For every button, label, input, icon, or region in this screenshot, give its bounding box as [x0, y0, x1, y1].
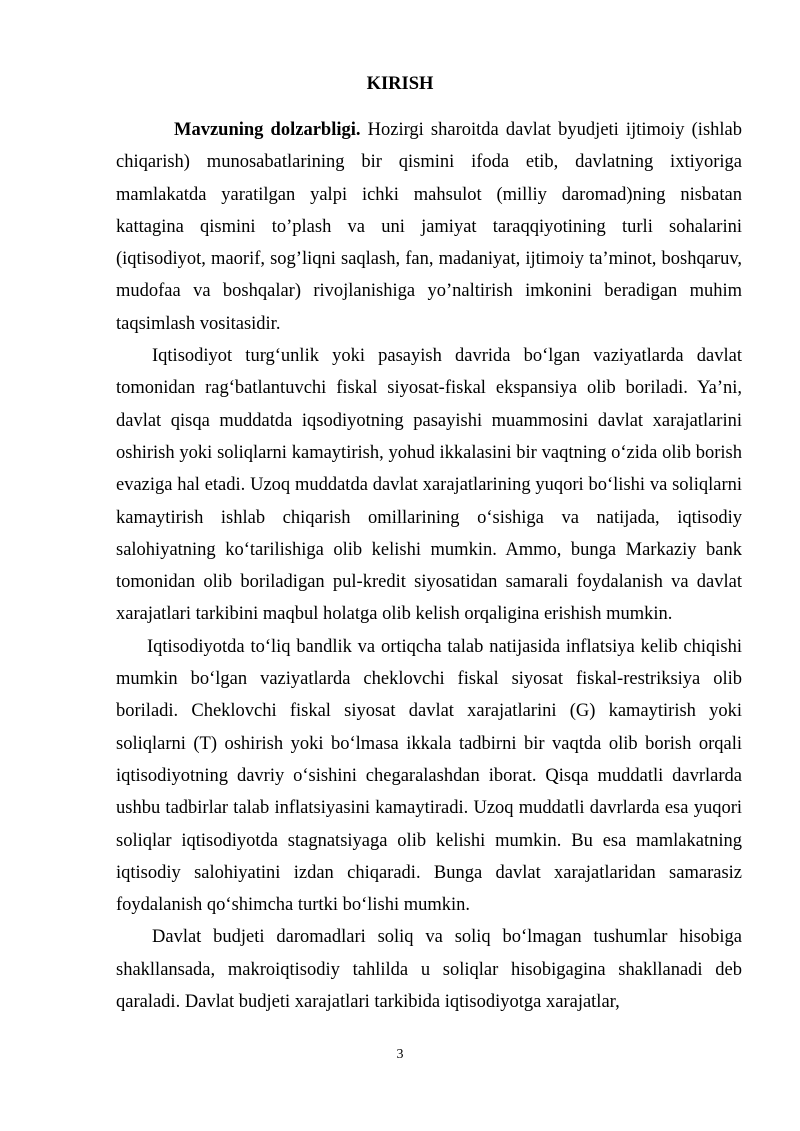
document-body: [116, 114, 742, 1018]
paragraph-lead: Mavzuning dolzarbligi.: [174, 120, 361, 140]
paragraph-budget-revenue: Davlat budjeti daromadlari soliq va soliq bo‘lmagan tushumlar hisobiga shakllansada, makroiqtisodiy tahlilda u soliqlar hisobigagina shakllanadi deb qaraladi. Davlat budjeti xarajatlari tarkibida iqtisodiyotga xarajatlar,: [116, 927, 742, 1013]
page-title: KIRISH: [366, 74, 434, 94]
paragraph-relevance: [116, 114, 742, 340]
page-number: 3: [396, 1047, 404, 1062]
paragraph-fiscal-restriction: Iqtisodiyotda to‘liq bandlik va ortiqcha talab natijasida inflatsiya kelib chiqishi mumkin bo‘lgan vaziyatlarda cheklovchi fiskal siyosat fiskal-restriksiya olib boriladi. Cheklovchi fiskal siyosat davlat xarajatlarini (G) kamaytirish yoki soliqlarni (T) oshirish yoki bo‘lmasa ikkala tadbirni bir vaqtda olib borish orqali iqtisodiyotning davriy o‘sishini chegaralashdan iborat. Qisqa muddatli davrlarda ushbu tadbirlar talab inflatsiyasini kamaytiradi. Uzoq muddatli davrlarda esa yuqori soliqlar iqtisodiyotda stagnatsiyaga olib kelishi mumkin. Bu esa mamlakatning iqtisodiy salohiyatini izdan chiqaradi. Bunga davlat xarajatlaridan samarasiz foydalanish qo‘shimcha turtki bo‘lishi mumkin.: [116, 636, 742, 916]
paragraph-fiscal-expansion: Iqtisodiyot turg‘unlik yoki pasayish davrida bo‘lgan vaziyatlarda davlat tomonidan rag‘batlantuvchi fiskal siyosat-fiskal ekspansiya olib boriladi. Ya’ni, davlat qisqa muddatda iqsodiyotning pasayishi muammosini davlat xarajatlarini oshirish yoki soliqlarni kamaytirish, yohud ikkalasini bir vaqtning o‘zida olib borish evaziga hal etadi. Uzoq muddatda davlat xarajatlarining yuqori bo‘lishi va soliqlarni kamaytirish ishlab chiqarish omillarining o‘sishiga va natijada, iqtisodiy salohiyatning ko‘tarilishiga olib kelishi mumkin. Ammo, bunga Markaziy bank tomonidan olib boriladigan pul-kredit siyosatidan samarali foydalanish va davlat xarajatlari tarkibini maqbul holatga olib kelish orqaligina erishish mumkin.: [116, 346, 742, 625]
paragraph-text: Hozirgi sharoitda davlat byudjeti ijtimoiy (ishlab chiqarish) munosabatlarining bir qismini ifoda etib, davlatning ixtiyoriga mamlakatda yaratilgan yalpi ichki mahsulot (milliy daromad)ning nisbatan kattagina qismini to’plash va uni jamiyat taraqqiyotining turli sohalarini (iqtisodiyot, maorif, sog’liqni saqlash, fan, madaniyat, ijtimoiy ta’minot, boshqaruv, mudofaa va boshqalar) rivojlanishiga yo’naltirish imkonini beradigan muhim taqsimlash vositasidir.: [116, 120, 742, 334]
